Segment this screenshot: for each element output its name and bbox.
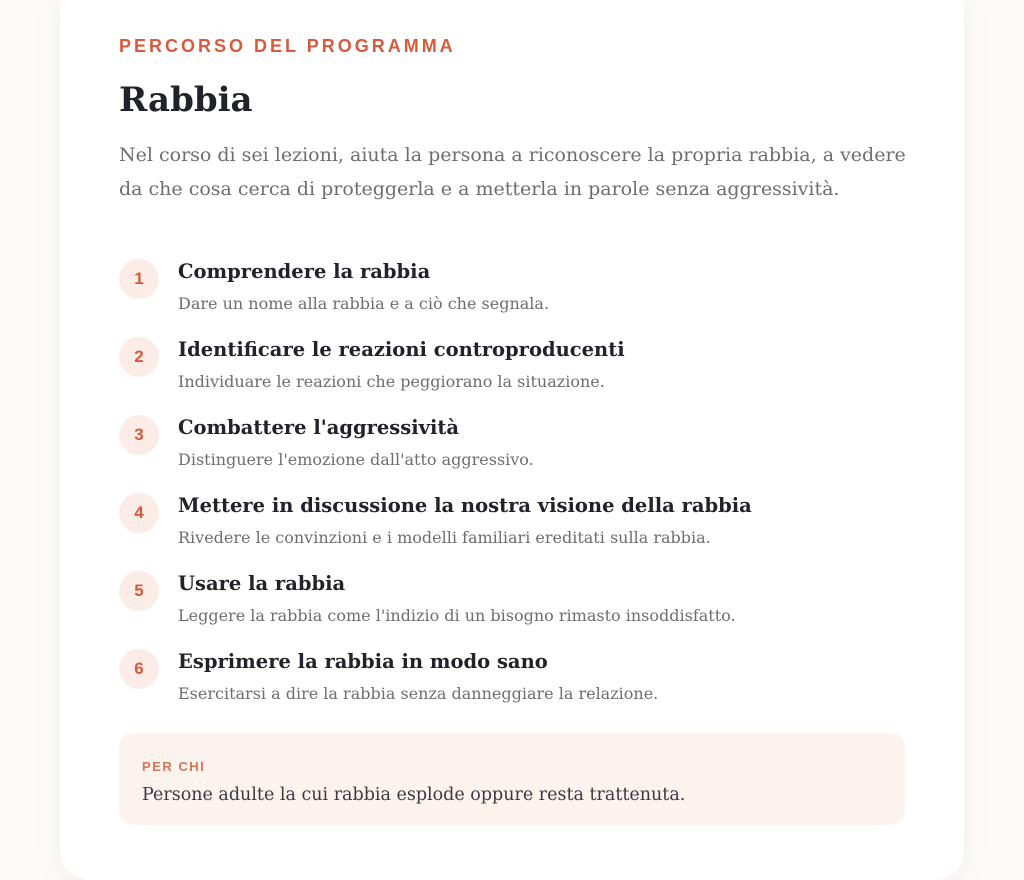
lesson-item-4: [119, 492, 905, 570]
audience-text: Persone adulte la cui rabbia esplode oppure resta trattenuta.: [142, 785, 686, 805]
section-eyebrow: PERCORSO DEL PROGRAMMA: [119, 36, 456, 56]
program-intro: Nel corso di sei lezioni, aiuta la persona a riconoscere la propria rabbia, a vedere da che cosa cerca di proteggerla e a metterla in parole senza aggressività.: [119, 144, 906, 200]
lesson-description: Distinguere l'emozione dall'atto aggressivo.: [178, 450, 534, 469]
audience-label: PER CHI: [142, 759, 206, 774]
lesson-title: Mettere in discussione la nostra visione della rabbia: [178, 494, 752, 517]
lesson-title: Usare la rabbia: [178, 572, 346, 595]
lesson-title: Comprendere la rabbia: [178, 260, 431, 283]
lesson-number-badge: 1: [119, 259, 159, 299]
audience-box: [119, 733, 905, 825]
page-title: Rabbia: [119, 80, 253, 120]
lesson-title: Esprimere la rabbia in modo sano: [178, 650, 548, 673]
lesson-item-2: [119, 336, 905, 414]
lesson-item-5: [119, 570, 905, 648]
lesson-item-6: [119, 648, 905, 726]
lesson-title: Combattere l'aggressività: [178, 416, 460, 439]
lesson-number-badge: 3: [119, 415, 159, 455]
lesson-number-badge: 6: [119, 649, 159, 689]
lesson-list: [119, 258, 905, 726]
lesson-description: Dare un nome alla rabbia e a ciò che segnala.: [178, 294, 550, 313]
lesson-number-badge: 5: [119, 571, 159, 611]
lesson-item-1: [119, 258, 905, 336]
lesson-item-3: [119, 414, 905, 492]
lesson-description: Leggere la rabbia come l'indizio di un bisogno rimasto insoddisfatto.: [178, 606, 736, 625]
lesson-description: Individuare le reazioni che peggiorano la situazione.: [178, 372, 605, 391]
lesson-number-badge: 4: [119, 493, 159, 533]
lesson-number-badge: 2: [119, 337, 159, 377]
lesson-description: Esercitarsi a dire la rabbia senza danneggiare la relazione.: [178, 684, 659, 703]
lesson-title: Identificare le reazioni controproducenti: [178, 338, 625, 361]
lesson-description: Rivedere le convinzioni e i modelli familiari ereditati sulla rabbia.: [178, 528, 711, 547]
